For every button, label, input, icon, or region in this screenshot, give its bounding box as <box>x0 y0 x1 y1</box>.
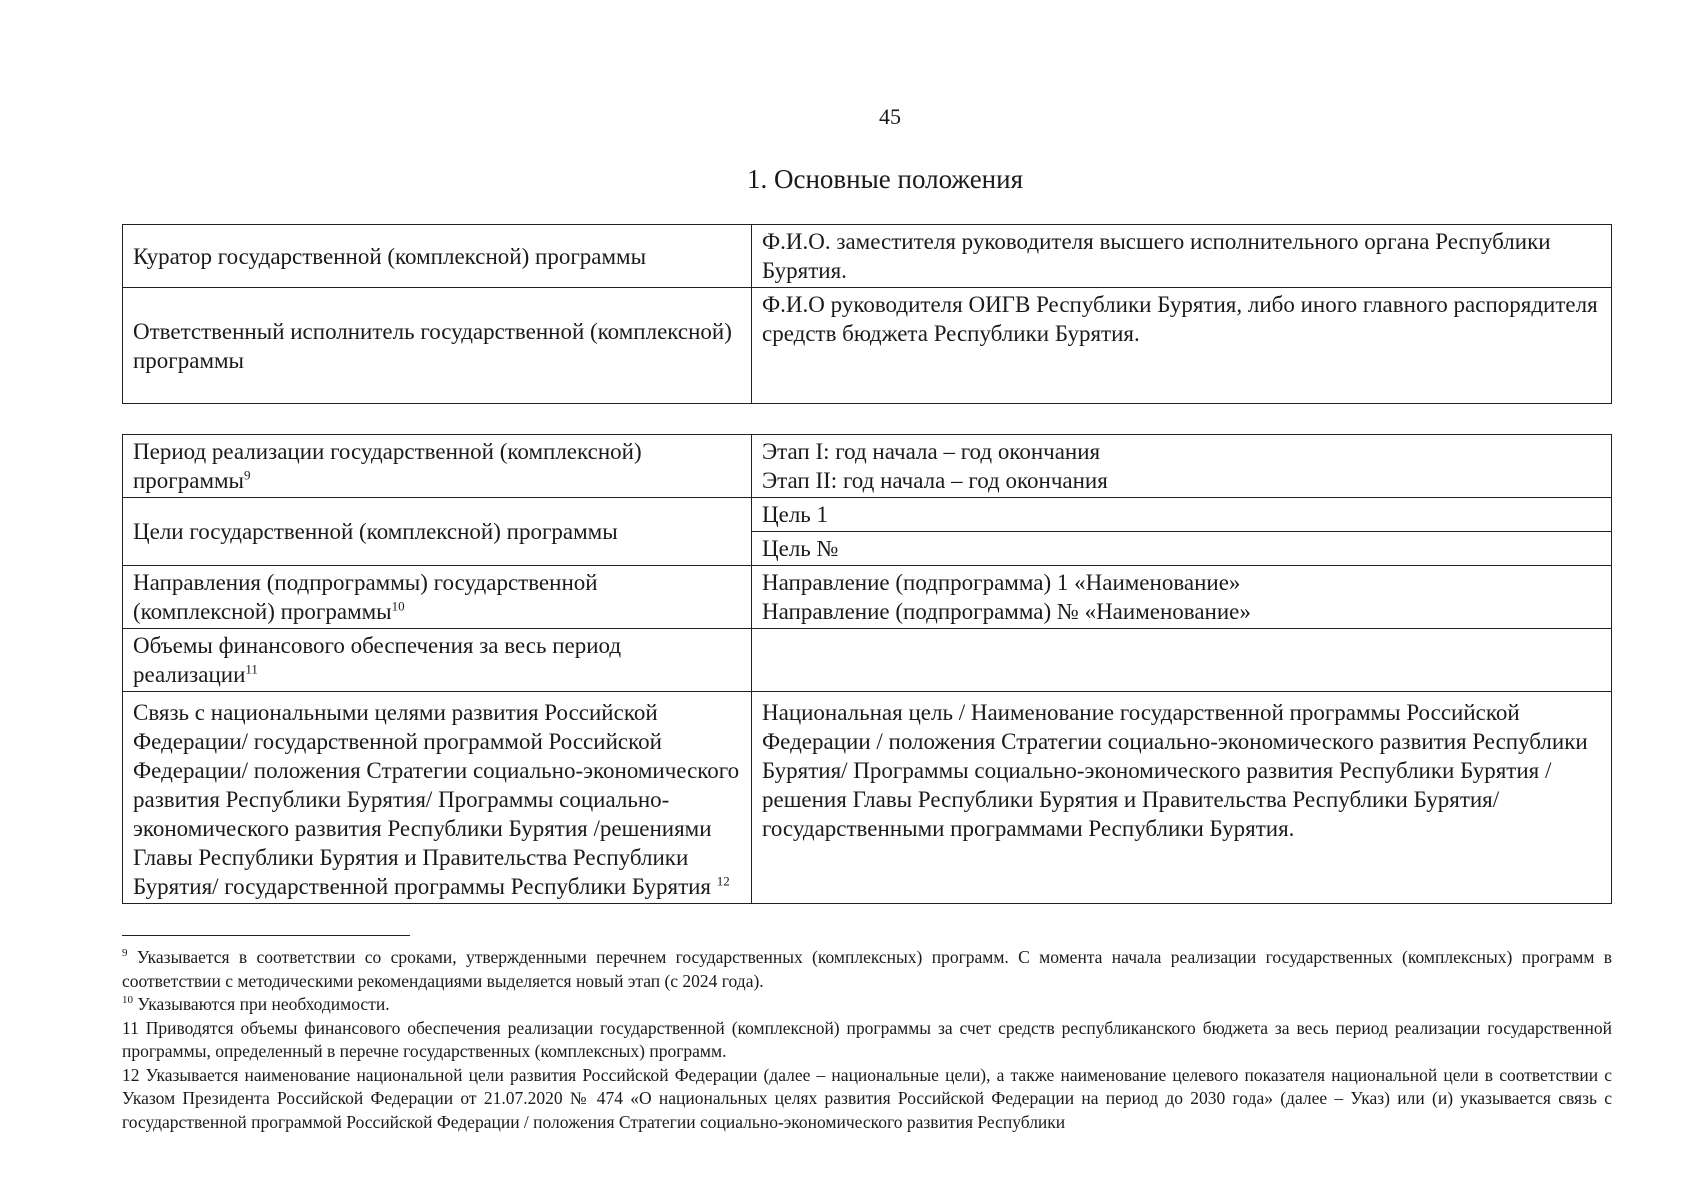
footnotes <box>122 946 1612 1134</box>
period-value-cell <box>752 435 1612 498</box>
period-label-cell <box>123 435 752 498</box>
direction-item: Направление (подпрограмма) № «Наименование» <box>762 599 1251 624</box>
funding-label: Объемы финансового обеспечения за весь период реализации <box>133 633 622 687</box>
footnote-text: Указываются при необходимости. <box>137 994 390 1014</box>
footnote-divider <box>122 935 410 936</box>
table-row <box>123 435 1612 498</box>
link-value: Национальная цель / Наименование государственной программы Российской Федерации / положения Стратегии социально-экономического развития Республики Бурятия/ Программы социально-экономического развития Республики Бурятия / решения Главы Республики Бурятия и Правительства Республики Бурятия/государственными программами Республики Бурятия. <box>752 692 1612 904</box>
table-row <box>123 498 1612 532</box>
footnote-mark: 10 <box>122 994 133 1007</box>
funding-label-cell <box>123 629 752 692</box>
footnote-ref: 9 <box>244 467 251 483</box>
footnote-ref: 12 <box>716 873 730 889</box>
main-provisions-table <box>122 224 1612 404</box>
link-label-cell <box>123 692 752 904</box>
footnote-ref: 11 <box>245 661 258 677</box>
footnote-ref: 10 <box>391 598 405 614</box>
directions-label: Направления (подпрограммы) государственной (комплексной) программы <box>133 570 598 624</box>
footnote-12: 12 Указывается наименование национальной цели развития Российской Федерации (далее – национальные цели), а также наименование целевого показателя национальной цели в соответствии с Указом Президента Российской Федерации от 21.07.2020 № 474 «О национальных целях развития Российской Федерации на период до 2030 года» (далее – Указ) или (и) указывается связь с государственной программой Российской Федерации / положения Стратегии социально-экономического развития Республики <box>122 1064 1612 1132</box>
program-details-table <box>122 434 1612 904</box>
executor-label: Ответственный исполнитель государственной (комплексной) программы <box>123 288 752 404</box>
goals-label: Цели государственной (комплексной) программы <box>123 498 752 566</box>
goal-item: Цель 1 <box>752 498 1612 532</box>
curator-label: Куратор государственной (комплексной) программы <box>123 225 752 288</box>
table-row <box>123 225 1612 288</box>
table-row <box>123 288 1612 404</box>
footnote-9 <box>122 946 1612 993</box>
executor-value: Ф.И.О руководителя ОИГВ Республики Бурятия, либо иного главного распорядителя средств бюджета Республики Бурятия. <box>752 288 1612 404</box>
footnote-text: Указывается в соответствии со сроками, утвержденными перечнем государственных (комплексных) программ. С момента начала реализации государственных (комплексных) программ в соответствии с методическими рекомендациями выделяется новый этап (с 2024 года). <box>122 947 1612 991</box>
period-stage-1: Этап I: год начала – год окончания <box>762 439 1101 464</box>
funding-value <box>752 629 1612 692</box>
table-row <box>123 629 1612 692</box>
link-label: Связь с национальными целями развития Российской Федерации/ государственной программой Российской Федерации/ положения Стратегии социально-экономического развития Республики Бурятия/ Программы социально-экономического развития Республики Бурятия /решениями Главы Республики Бурятия и Правительства Республики Бурятия/ государственной программы Республики Бурятия <box>133 700 740 899</box>
section-title: 1. Основные положения <box>747 164 1023 194</box>
curator-value: Ф.И.О. заместителя руководителя высшего исполнительного органа Республики Бурятия. <box>752 225 1612 288</box>
directions-value-cell <box>752 566 1612 629</box>
footnote-11: 11 Приводятся объемы финансового обеспечения реализации государственной (комплексной) программы за счет средств республиканского бюджета за весь период реализации государственной программы, определенный в перечне государственных (комплексных) программ. <box>122 1017 1612 1061</box>
directions-label-cell <box>123 566 752 629</box>
page-number: 45 <box>879 104 901 129</box>
footnote-mark: 9 <box>122 947 128 960</box>
goal-item: Цель № <box>752 532 1612 566</box>
table-row <box>123 566 1612 629</box>
footnote-10 <box>122 993 1612 1017</box>
period-label: Период реализации государственной (комплексной) программы <box>133 439 642 493</box>
period-stage-2: Этап II: год начала – год окончания <box>762 468 1108 493</box>
direction-item: Направление (подпрограмма) 1 «Наименование» <box>762 570 1241 595</box>
table-row <box>123 692 1612 904</box>
